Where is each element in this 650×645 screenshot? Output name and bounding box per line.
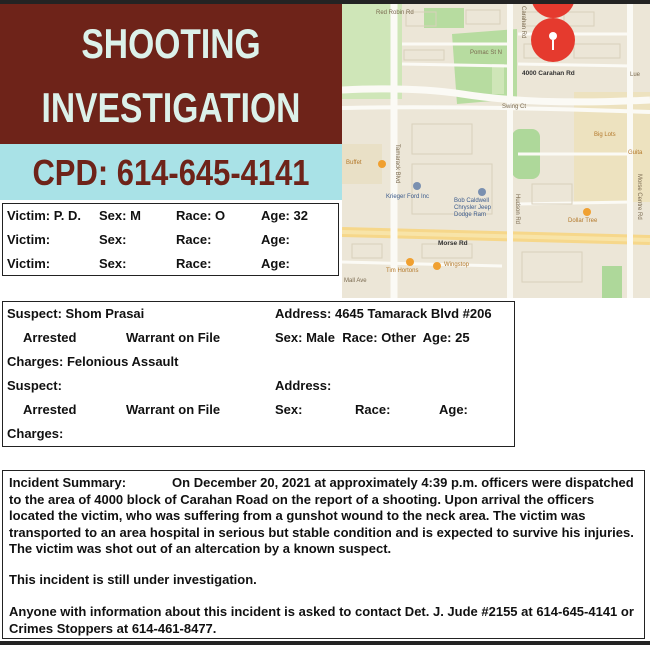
title-line-2: INVESTIGATION	[41, 84, 301, 131]
suspect-2-warrant: Warrant on File	[126, 402, 221, 417]
police-phone-number: CPD: 614-645-4141	[32, 152, 310, 193]
map-label-mall: Mall Ave	[344, 278, 367, 284]
incident-summary-heading: Incident Summary:	[9, 475, 127, 490]
map-label-red-robin: Red Robin Rd	[376, 10, 414, 16]
victim-row-1-race: Race: O	[176, 208, 226, 223]
suspect-1-name: Suspect: Shom Prasai	[7, 306, 145, 321]
suspect-1-details: Sex: Male Race: Other Age: 25	[275, 330, 470, 345]
map-graphic	[342, 4, 650, 298]
suspect-2-sex: Sex:	[275, 402, 303, 417]
victim-row-2-age: Age:	[261, 232, 290, 247]
suspect-2-age: Age:	[439, 402, 468, 417]
suspect-1-address: Address: 4645 Tamarack Blvd #206	[275, 306, 492, 321]
map-label-guitar: Guita	[628, 150, 643, 156]
map-label-morse-centre: Morse Centre Rd	[636, 174, 642, 220]
victim-row-1-sex: Sex: M	[99, 208, 141, 223]
contact-info: Anyone with information about this incident is asked to contact Det. J. Jude #2155 at 614-645-4141 or Crimes Stoppers at 614-461-8477.	[9, 604, 634, 636]
suspect-2-charges: Charges:	[7, 426, 64, 441]
map-pin-label: 4000 Carahan Rd	[522, 70, 575, 77]
location-map	[342, 4, 650, 298]
map-label-ring: Swing Ct	[502, 104, 527, 110]
victim-row-2-race: Race:	[176, 232, 212, 247]
title-banner	[0, 4, 342, 144]
map-label-tamarack: Tamarack Blvd	[394, 144, 400, 184]
map-label-morse-rd: Morse Rd	[438, 240, 468, 247]
map-label-dollar-tree: Dollar Tree	[568, 218, 598, 224]
phone-banner	[0, 144, 342, 200]
victim-row-1-age: Age: 32	[261, 208, 308, 223]
suspect-1-charges: Charges: Felonious Assault	[7, 354, 179, 369]
map-label-big-lots: Big Lots	[594, 132, 616, 138]
map-label-pomac: Pomac St N	[470, 50, 503, 56]
suspect-1-arrested: Arrested	[23, 330, 77, 345]
bottom-border	[0, 641, 650, 645]
victim-row-1-label: Victim: P. D.	[7, 208, 81, 223]
incident-summary-text	[9, 475, 637, 558]
map-label-wingstop: Wingstop	[444, 262, 470, 268]
map-label-lue: Lue	[630, 72, 641, 78]
suspect-table	[2, 301, 515, 447]
suspect-2-arrested: Arrested	[23, 402, 77, 417]
victim-row-2-sex: Sex:	[99, 232, 127, 247]
map-label-carahan: Carahan Rd	[520, 6, 526, 39]
suspect-1-warrant: Warrant on File	[126, 330, 221, 345]
suspect-2-address: Address:	[275, 378, 332, 393]
map-label-hudson: Hudson Rd	[514, 194, 520, 225]
incident-summary-box	[2, 470, 645, 639]
investigation-status: This incident is still under investigation.	[9, 572, 257, 587]
victim-row-3-label: Victim:	[7, 256, 51, 271]
map-label-tim-hortons: Tim Hortons	[386, 268, 419, 274]
title-line-1: SHOOTING	[81, 20, 261, 67]
victim-row-3-sex: Sex:	[99, 256, 127, 271]
victim-row-2-label: Victim:	[7, 232, 51, 247]
incident-summary-body: On December 20, 2021 at approximately 4:39 p.m. officers were dispatched to the area of 4000 block of Carahan Road on the report of a shooting. Upon arrival the officers located the victim, who was suffering from a gunshot wound to the neck area. The victim was transported to an area hospital in serious but stable condition and is expected to survive his injuries. The victim was shot out of an altercation by a known suspect.	[9, 475, 634, 556]
victim-row-3-race: Race:	[176, 256, 212, 271]
map-label-bob-caldwell: Bob Caldwell Chrysler Jeep Dodge Ram	[454, 198, 492, 218]
map-label-buffet: Buffet	[346, 160, 362, 166]
suspect-2-name: Suspect:	[7, 378, 62, 393]
victim-row-3-age: Age:	[261, 256, 290, 271]
victim-table	[2, 203, 339, 276]
map-label-krieger: Krieger Ford Inc	[386, 194, 430, 200]
map-pin-icon	[531, 4, 575, 62]
suspect-2-race: Race:	[355, 402, 391, 417]
